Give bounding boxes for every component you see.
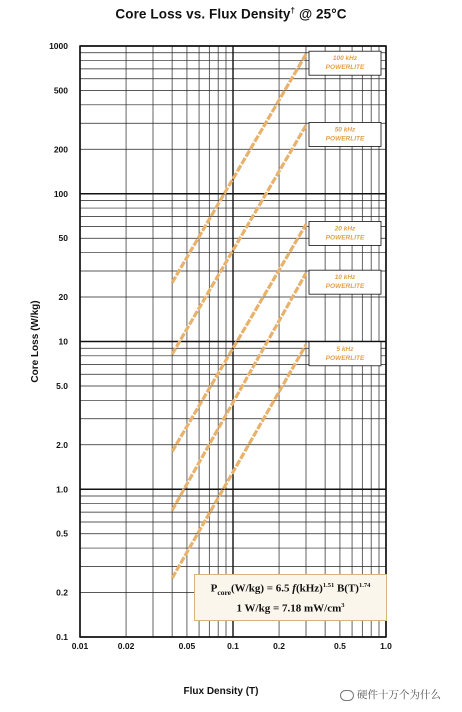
y-tick-label: 1.0 xyxy=(56,484,68,495)
title-suffix: @ 25°C xyxy=(295,6,347,22)
formula-b-exp: 1.74 xyxy=(358,582,371,589)
series-label-frequency: 5 kHz xyxy=(336,345,354,353)
formula-p: P xyxy=(210,582,218,595)
series-label-material: POWERLITE xyxy=(325,64,365,72)
series-labels xyxy=(309,51,381,366)
formula-f: f xyxy=(292,582,296,595)
formula-p-sub: core xyxy=(217,587,231,597)
series-line xyxy=(172,224,306,451)
series-line xyxy=(172,125,306,354)
x-tick-labels xyxy=(72,641,392,651)
x-tick-label: 0.02 xyxy=(117,641,135,651)
series-label-material: POWERLITE xyxy=(325,135,365,143)
title-dagger: † xyxy=(290,6,296,15)
y-tick-label: 0.1 xyxy=(56,632,68,642)
x-tick-label: 0.05 xyxy=(178,641,196,651)
y-tick-label: 1000 xyxy=(49,41,68,51)
series-line xyxy=(172,273,306,510)
x-tick-label: 0.2 xyxy=(273,641,285,651)
watermark xyxy=(340,687,441,702)
y-tick-label: 5.0 xyxy=(56,380,68,391)
x-tick-label: 1.0 xyxy=(380,641,392,651)
series-label-material: POWERLITE xyxy=(325,234,365,242)
y-tick-labels xyxy=(49,41,68,642)
formula-b: B(T) xyxy=(334,582,359,595)
y-tick-label: 100 xyxy=(53,188,68,199)
y-axis-label: Core Loss (W/kg) xyxy=(30,300,41,383)
formula-conversion-exp: 3 xyxy=(341,601,345,609)
y-tick-label: 50 xyxy=(58,233,68,244)
formula-line-1 xyxy=(195,582,386,597)
x-tick-label: 0.01 xyxy=(71,641,89,651)
series-line xyxy=(172,54,306,283)
formula-line-2 xyxy=(195,602,386,615)
y-tick-label: 200 xyxy=(53,144,68,155)
formula-f-unit: (kHz) xyxy=(295,582,323,595)
x-axis-label: Flux Density (T) xyxy=(183,686,259,697)
series-lines xyxy=(172,54,306,578)
x-tick-label: 0.1 xyxy=(227,641,239,651)
formula-f-exp: 1.51 xyxy=(322,582,335,589)
chat-bubble-icon xyxy=(340,690,354,701)
y-tick-label: 0.2 xyxy=(56,587,68,598)
y-tick-label: 500 xyxy=(53,85,68,96)
formula-annotation xyxy=(194,574,387,621)
formula-conversion: 1 W/kg = 7.18 mW/cm xyxy=(236,602,342,615)
series-label-frequency: 20 kHz xyxy=(334,225,356,233)
series-label-frequency: 10 kHz xyxy=(334,274,356,282)
title-text: Core Loss vs. Flux Density xyxy=(115,6,291,22)
series-line xyxy=(172,345,306,578)
formula-eq: = 6.5 xyxy=(264,582,293,595)
y-tick-label: 2.0 xyxy=(56,439,68,450)
series-label-material: POWERLITE xyxy=(325,283,365,291)
y-tick-label: 0.5 xyxy=(56,528,68,539)
y-tick-label: 10 xyxy=(58,336,68,347)
series-label-frequency: 50 kHz xyxy=(334,126,356,134)
series-label-frequency: 100 kHz xyxy=(332,55,358,63)
watermark-text: 硬件十万个为什么 xyxy=(357,689,441,701)
x-tick-label: 0.5 xyxy=(334,641,346,651)
formula-unit: (W/kg) xyxy=(231,582,264,595)
y-tick-label: 20 xyxy=(58,292,68,303)
series-label-material: POWERLITE xyxy=(325,354,365,362)
